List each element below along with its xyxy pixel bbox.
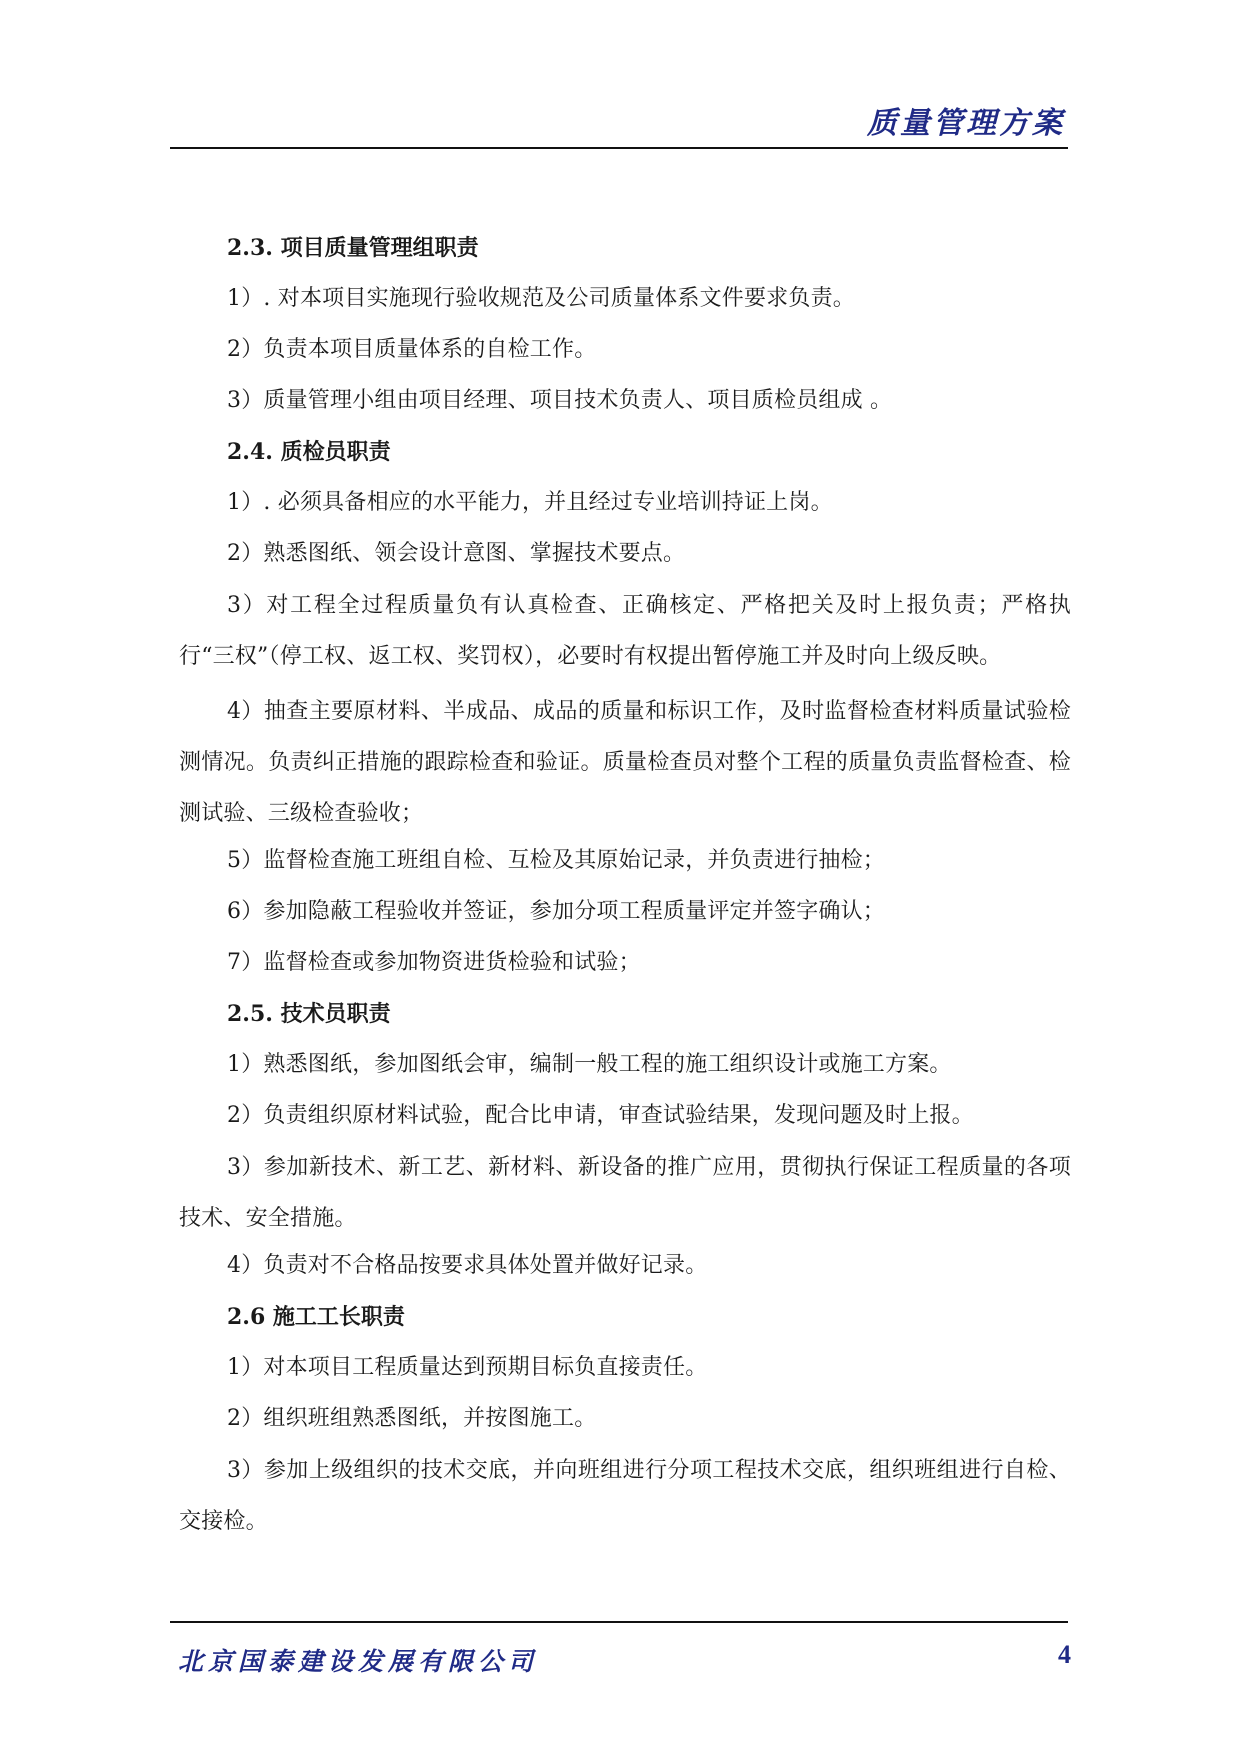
paragraph: 3）质量管理小组由项目经理、项目技术负责人、项目质检员组成 。 xyxy=(227,388,893,413)
footer-company-name: 北京国泰建设发展有限公司 xyxy=(178,1647,539,1676)
footer-divider xyxy=(170,1621,1068,1623)
section-heading: 2.5. 技术员职责 xyxy=(227,1001,391,1027)
paragraph: 3）对工程全过程质量负有认真检查、正确核定、严格把关及时上报负责；严格执行“三权”（停工权、返工权、奖罚权），必要时有权提出暂停施工并及时向上级反映。 xyxy=(179,593,1071,669)
paragraph: 6）参加隐蔽工程验收并签证，参加分项工程质量评定并签字确认； xyxy=(227,899,885,924)
paragraph: 4）抽查主要原材料、半成品、成品的质量和标识工作，及时监督检查材料质量试验检测情况。负责纠正措施的跟踪检查和验证。质量检查员对整个工程的质量负责监督检查、检测试验、三级检查验收； xyxy=(179,699,1071,826)
document-header-title: 质量管理方案 xyxy=(867,106,1065,141)
paragraph: 5）监督检查施工班组自检、互检及其原始记录，并负责进行抽检； xyxy=(227,848,885,873)
paragraph: 7）监督检查或参加物资进货检验和试验； xyxy=(227,950,641,975)
paragraph: 1）. 对本项目实施现行验收规范及公司质量体系文件要求负责。 xyxy=(227,286,855,311)
paragraph: 4）负责对不合格品按要求具体处置并做好记录。 xyxy=(227,1253,708,1278)
paragraph: 2）负责组织原材料试验，配合比申请，审查试验结果，发现问题及时上报。 xyxy=(227,1103,974,1128)
section-2-3 xyxy=(179,230,1071,419)
section-heading: 2.6 施工工长职责 xyxy=(227,1304,405,1330)
paragraph: 1）对本项目工程质量达到预期目标负直接责任。 xyxy=(227,1355,708,1380)
section-2-5 xyxy=(179,996,1071,1284)
header-divider xyxy=(170,147,1068,149)
document-body xyxy=(179,230,1071,1547)
paragraph: 1）熟悉图纸，参加图纸会审，编制一般工程的施工组织设计或施工方案。 xyxy=(227,1052,952,1077)
paragraph: 2）组织班组熟悉图纸，并按图施工。 xyxy=(227,1406,597,1431)
paragraph: 2）负责本项目质量体系的自检工作。 xyxy=(227,337,597,362)
section-heading: 2.3. 项目质量管理组职责 xyxy=(227,235,479,261)
section-heading: 2.4. 质检员职责 xyxy=(227,439,391,465)
paragraph: 3）参加新技术、新工艺、新材料、新设备的推广应用，贯彻执行保证工程质量的各项技术、安全措施。 xyxy=(179,1155,1071,1231)
section-2-4 xyxy=(179,434,1071,981)
paragraph: 2）熟悉图纸、领会设计意图、掌握技术要点。 xyxy=(227,541,686,566)
page-number: 4 xyxy=(1058,1640,1071,1669)
paragraph: 3）参加上级组织的技术交底，并向班组进行分项工程技术交底，组织班组进行自检、交接检。 xyxy=(179,1458,1071,1534)
paragraph: 1）. 必须具备相应的水平能力，并且经过专业培训持证上岗。 xyxy=(227,490,833,515)
section-2-6 xyxy=(179,1299,1071,1547)
